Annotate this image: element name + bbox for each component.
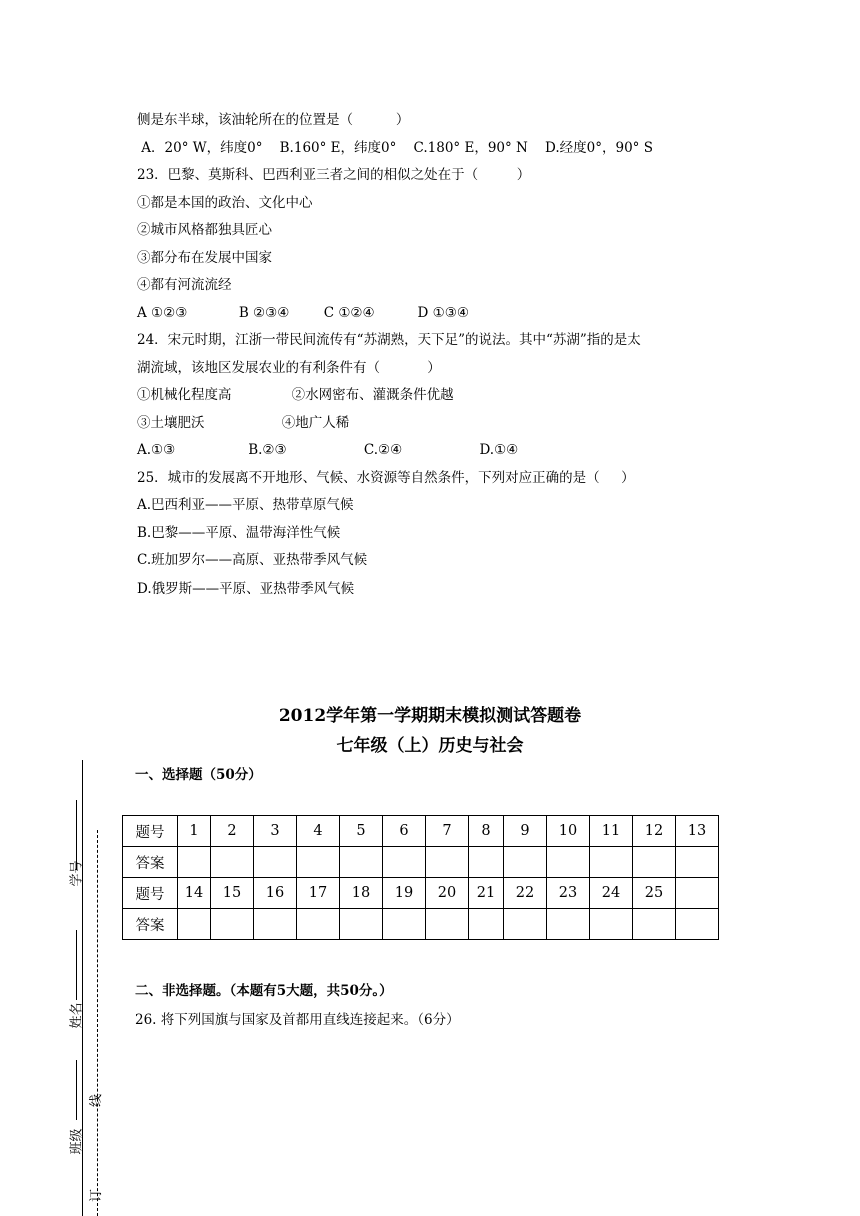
- name-label: 姓名: [69, 1002, 85, 1029]
- question-26: 26. 将下列国旗与国家及首都用直线连接起来。（6分）: [135, 1012, 460, 1028]
- row-label: 题号: [123, 816, 178, 847]
- question-line: 24．宋元时期，江浙一带民间流传有“苏湖熟，天下足”的说法。其中“苏湖”指的是太: [137, 332, 641, 348]
- question-number-cell: 18: [340, 878, 383, 909]
- question-line: C.班加罗尔——高原、亚热带季风气候: [137, 552, 368, 568]
- answer-cell[interactable]: [504, 909, 547, 940]
- table-row: [123, 909, 719, 940]
- answer-cell[interactable]: [504, 847, 547, 878]
- question-line: B.巴黎——平原、温带海洋性气候: [137, 525, 341, 541]
- line-mark: 线: [89, 1093, 105, 1108]
- question-number-cell: 12: [633, 816, 676, 847]
- answer-cell[interactable]: [297, 847, 340, 878]
- question-line: 25．城市的发展离不开地形、气候、水资源等自然条件，下列对应正确的是（ ）: [137, 470, 635, 486]
- answer-cell[interactable]: [383, 847, 426, 878]
- answer-cell[interactable]: [469, 847, 504, 878]
- answer-cell[interactable]: [633, 909, 676, 940]
- question-number-cell: 10: [547, 816, 590, 847]
- class-blank[interactable]: [76, 1060, 77, 1120]
- margin-dashed-line: [97, 830, 98, 1216]
- table-row: [123, 816, 719, 847]
- answer-cell[interactable]: [547, 847, 590, 878]
- question-number-cell: 13: [676, 816, 719, 847]
- answer-cell[interactable]: [676, 847, 719, 878]
- answer-cell[interactable]: [547, 909, 590, 940]
- question-number-cell: 8: [469, 816, 504, 847]
- bind-mark: 订: [89, 1188, 105, 1203]
- question-number-cell: 17: [297, 878, 340, 909]
- question-number-cell: 16: [254, 878, 297, 909]
- question-line: A.①③ B.②③ C.②④ D.①④: [137, 442, 519, 458]
- answer-sheet-title: 2012学年第一学期期末模拟测试答题卷: [278, 706, 582, 726]
- question-line: A ①②③ B ②③④ C ①②④ D ①③④: [137, 305, 469, 321]
- answer-cell[interactable]: [383, 909, 426, 940]
- question-number-cell: 20: [426, 878, 469, 909]
- answer-cell[interactable]: [178, 909, 211, 940]
- answer-sheet-subtitle: 七年级（上）历史与社会: [336, 736, 524, 756]
- section-multiple-choice-heading: 一、选择题（50分）: [135, 767, 262, 783]
- section-non-choice-heading: 二、非选择题。（本题有5大题，共50分。）: [135, 983, 393, 999]
- student-id-blank[interactable]: [76, 800, 77, 870]
- answer-cell[interactable]: [590, 909, 633, 940]
- question-number-cell: 4: [297, 816, 340, 847]
- answer-cell[interactable]: [211, 909, 254, 940]
- question-line: 23．巴黎、莫斯科、巴西利亚三者之间的相似之处在于（ ）: [137, 167, 531, 183]
- answer-grid: [122, 815, 719, 940]
- class-label: 班级: [69, 1128, 85, 1155]
- question-number-cell: 19: [383, 878, 426, 909]
- answer-cell[interactable]: [590, 847, 633, 878]
- question-number-cell: 1: [178, 816, 211, 847]
- question-number-cell: 23: [547, 878, 590, 909]
- question-line: ④都有河流流经: [137, 277, 232, 293]
- question-number-cell: 15: [211, 878, 254, 909]
- question-line: ③都分布在发展中国家: [137, 250, 272, 266]
- question-line: ③土壤肥沃 ④地广人稀: [137, 415, 350, 431]
- answer-cell[interactable]: [211, 847, 254, 878]
- question-number-cell: 2: [211, 816, 254, 847]
- answer-cell[interactable]: [340, 909, 383, 940]
- question-number-cell: 21: [469, 878, 504, 909]
- question-number-cell: 7: [426, 816, 469, 847]
- row-label: 题号: [123, 878, 178, 909]
- question-line: A.巴西利亚——平原、热带草原气候: [137, 497, 354, 513]
- question-number-cell: 24: [590, 878, 633, 909]
- question-number-cell: 11: [590, 816, 633, 847]
- answer-cell[interactable]: [469, 909, 504, 940]
- answer-cell[interactable]: [633, 847, 676, 878]
- table-row: [123, 878, 719, 909]
- table-row: [123, 847, 719, 878]
- question-number-cell: 14: [178, 878, 211, 909]
- question-number-cell: 3: [254, 816, 297, 847]
- question-line: D.俄罗斯——平原、亚热带季风气候: [137, 581, 355, 597]
- answer-cell[interactable]: [254, 909, 297, 940]
- question-number-cell: [676, 878, 719, 909]
- student-id-label: 学号: [69, 860, 85, 887]
- question-line: ①机械化程度高 ②水网密布、灌溉条件优越: [137, 387, 454, 403]
- answer-cell[interactable]: [426, 847, 469, 878]
- question-line: ②城市风格都独具匠心: [137, 222, 272, 238]
- row-label: 答案: [123, 847, 178, 878]
- answer-cell[interactable]: [178, 847, 211, 878]
- question-line: 侧是东半球，该油轮所在的位置是（ ）: [137, 112, 410, 128]
- name-blank[interactable]: [76, 930, 77, 1000]
- answer-cell[interactable]: [426, 909, 469, 940]
- question-number-cell: 9: [504, 816, 547, 847]
- question-number-cell: 22: [504, 878, 547, 909]
- answer-cell[interactable]: [676, 909, 719, 940]
- question-number-cell: 6: [383, 816, 426, 847]
- answer-cell[interactable]: [254, 847, 297, 878]
- row-label: 答案: [123, 909, 178, 940]
- question-number-cell: 25: [633, 878, 676, 909]
- answer-cell[interactable]: [297, 909, 340, 940]
- question-line: A．20° W，纬度0° B.160° E，纬度0° C.180° E，90° N D.经度0°，90° S: [137, 140, 653, 156]
- answer-cell[interactable]: [340, 847, 383, 878]
- question-number-cell: 5: [340, 816, 383, 847]
- question-line: ①都是本国的政治、文化中心: [137, 195, 313, 211]
- question-line: 湖流域，该地区发展农业的有利条件有（ ）: [137, 360, 441, 376]
